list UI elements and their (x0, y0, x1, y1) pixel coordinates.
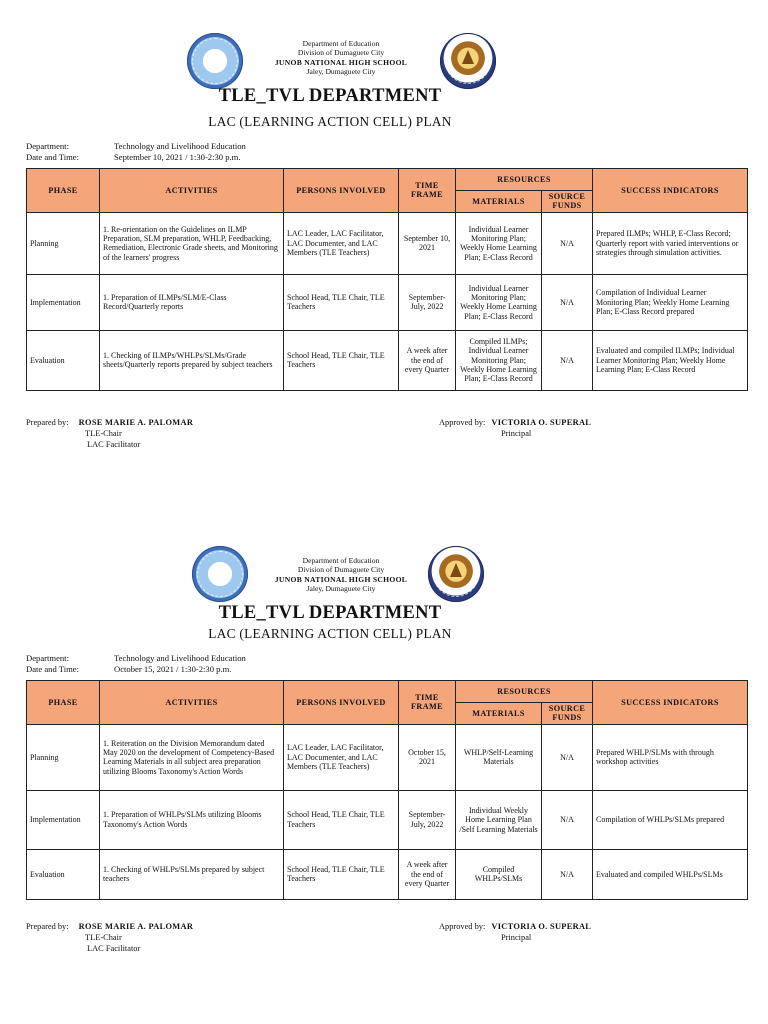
prepared-by-label: Prepared by: (26, 418, 69, 427)
source-funds-cell: N/A (542, 724, 593, 790)
department-label: Department: (26, 653, 69, 663)
agency-line: Division of Dumaguete City (297, 565, 385, 575)
prepared-by-title: LAC Facilitator (87, 440, 141, 449)
division-seal-logo (428, 546, 484, 602)
date-value: October 15, 2021 / 1:30-2:30 p.m. (114, 664, 232, 674)
persons-cell: School Head, TLE Chair, TLE Teachers (284, 274, 399, 330)
col-resources: RESOURCES (456, 681, 593, 703)
school-seal-logo (187, 33, 243, 89)
success-cell: Prepared WHLP/SLMs with through workshop activities (593, 724, 748, 790)
col-activities: ACTIVITIES (100, 681, 284, 725)
success-cell: Evaluated and compiled ILMPs; Individual Learner Monitoring Plan; Weekly Home Learning Plan; E-Class Record (593, 330, 748, 390)
plan-subtitle: LAC (LEARNING ACTION CELL) PLAN (208, 626, 452, 641)
col-time-frame: TIME FRAME (399, 169, 456, 213)
department-value: Technology and Livelihood Education (114, 653, 246, 663)
approved-by-label: Approved by: (439, 418, 486, 427)
col-persons: PERSONS INVOLVED (284, 681, 399, 725)
persons-cell: School Head, TLE Chair, TLE Teachers (284, 790, 399, 849)
school-address: Jaley, Dumaguete City (306, 67, 376, 77)
prepared-by-title: TLE-Chair (85, 429, 122, 438)
department-value: Technology and Livelihood Education (114, 141, 246, 151)
materials-cell: Individual Learner Monitoring Plan; Weekly Home Learning Plan; E-Class Record (456, 212, 542, 274)
table-row (27, 790, 748, 849)
source-funds-cell: N/A (542, 274, 593, 330)
date-value: September 10, 2021 / 1:30-2:30 p.m. (114, 152, 241, 162)
success-cell: Evaluated and compiled WHLPs/SLMs (593, 849, 748, 899)
table-row (27, 212, 748, 274)
activities-cell: 1. Checking of ILMPs/WHLPs/SLMs/Grade sheets/Quarterly reports prepared by subject teachers (100, 330, 284, 390)
prepared-by-label: Prepared by: (26, 922, 69, 931)
time-frame-cell: A week after the end of every Quarter (399, 330, 456, 390)
department-label: Department: (26, 141, 69, 151)
activities-cell: 1. Reiteration on the Division Memorandum dated May 2020 on the development of Competency-Based Learning Materials in all subject area preparation utilizing Blooms Taxonomy's Action Words (100, 724, 284, 790)
approved-by-label: Approved by: (439, 922, 486, 931)
approved-by-title: Principal (501, 429, 532, 438)
department-title: TLE_TVL DEPARTMENT (218, 603, 442, 623)
plan-subtitle: LAC (LEARNING ACTION CELL) PLAN (208, 114, 452, 129)
time-frame-cell: A week after the end of every Quarter (399, 849, 456, 899)
agency-line: Division of Dumaguete City (297, 48, 385, 58)
success-cell: Compilation of Individual Learner Monitoring Plan; Weekly Home Learning Plan; E-Class Record prepared (593, 274, 748, 330)
school-address: Jaley, Dumaguete City (306, 584, 376, 594)
time-frame-cell: September 10, 2021 (399, 212, 456, 274)
source-funds-cell: N/A (542, 790, 593, 849)
activities-cell: 1. Re-orientation on the Guidelines on ILMP Preparation, SLM preparation, WHLP, Feedbacking, Remediation, Electronic Grade sheets, and Monitoring of the learners' progress (100, 212, 284, 274)
approved-by-name: VICTORIA O. SUPERAL (491, 418, 592, 427)
lac-plan-table (26, 680, 748, 900)
col-source-funds: SOURCE FUNDS (542, 191, 593, 213)
approved-by-block (439, 921, 591, 943)
school-name: JUNOB NATIONAL HIGH SCHOOL (274, 57, 408, 67)
col-persons: PERSONS INVOLVED (284, 169, 399, 213)
col-source-funds: SOURCE FUNDS (542, 703, 593, 725)
phase-cell: Implementation (27, 274, 100, 330)
phase-cell: Planning (27, 724, 100, 790)
source-funds-cell: N/A (542, 212, 593, 274)
col-time-frame: TIME FRAME (399, 681, 456, 725)
source-funds-cell: N/A (542, 849, 593, 899)
division-seal-logo (440, 33, 496, 89)
time-frame-cell: September-July, 2022 (399, 274, 456, 330)
agency-block (246, 39, 436, 77)
materials-cell: Compiled ILMPs; Individual Learner Monitoring Plan; Weekly Home Learning Plan; E-Class Record (456, 330, 542, 390)
materials-cell: WHLP/Self-Learning Materials (456, 724, 542, 790)
col-activities: ACTIVITIES (100, 169, 284, 213)
agency-line: Department of Education (302, 556, 380, 565)
persons-cell: LAC Leader, LAC Facilitator, LAC Documenter, and LAC Members (TLE Teachers) (284, 212, 399, 274)
prepared-by-block (26, 921, 193, 954)
table-row (27, 849, 748, 899)
success-cell: Prepared ILMPs; WHLP, E-Class Record; Quarterly report with varied interventions or strategies through simulation activities. (593, 212, 748, 274)
activities-cell: 1. Preparation of ILMPs/SLM/E-Class Record/Quarterly reports (100, 274, 284, 330)
date-label: Date and Time: (26, 664, 79, 674)
agency-line: Department of Education (302, 39, 380, 48)
col-resources: RESOURCES (456, 169, 593, 191)
col-materials: MATERIALS (456, 703, 542, 725)
time-frame-cell: October 15, 2021 (399, 724, 456, 790)
prepared-by-title: TLE-Chair (85, 933, 122, 942)
table-row (27, 274, 748, 330)
source-funds-cell: N/A (542, 330, 593, 390)
prepared-by-title: LAC Facilitator (87, 944, 141, 953)
persons-cell: School Head, TLE Chair, TLE Teachers (284, 849, 399, 899)
table-row (27, 330, 748, 390)
prepared-by-block (26, 417, 193, 450)
lac-plan-2 (0, 543, 768, 973)
school-seal-logo (192, 546, 248, 602)
lac-plan-table (26, 168, 748, 391)
col-materials: MATERIALS (456, 191, 542, 213)
approved-by-title: Principal (501, 933, 532, 942)
col-success: SUCCESS INDICATORS (593, 169, 748, 213)
phase-cell: Evaluation (27, 330, 100, 390)
phase-cell: Planning (27, 212, 100, 274)
success-cell: Compilation of WHLPs/SLMs prepared (593, 790, 748, 849)
materials-cell: Compiled WHLPs/SLMs (456, 849, 542, 899)
materials-cell: Individual Weekly Home Learning Plan /Self Learning Materials (456, 790, 542, 849)
activities-cell: 1. Preparation of WHLPs/SLMs utilizing Blooms Taxonomy's Action Words (100, 790, 284, 849)
col-phase: PHASE (27, 169, 100, 213)
time-frame-cell: September-July, 2022 (399, 790, 456, 849)
approved-by-block (439, 417, 591, 439)
col-success: SUCCESS INDICATORS (593, 681, 748, 725)
prepared-by-name: ROSE MARIE A. PALOMAR (78, 922, 194, 931)
persons-cell: LAC Leader, LAC Facilitator, LAC Documenter, and LAC Members (TLE Teachers) (284, 724, 399, 790)
activities-cell: 1. Checking of WHLPs/SLMs prepared by subject teachers (100, 849, 284, 899)
department-title: TLE_TVL DEPARTMENT (218, 86, 442, 106)
approved-by-name: VICTORIA O. SUPERAL (491, 922, 592, 931)
phase-cell: Evaluation (27, 849, 100, 899)
phase-cell: Implementation (27, 790, 100, 849)
col-phase: PHASE (27, 681, 100, 725)
lac-plan-1 (0, 30, 768, 460)
prepared-by-name: ROSE MARIE A. PALOMAR (78, 418, 194, 427)
school-name: JUNOB NATIONAL HIGH SCHOOL (274, 574, 408, 584)
agency-block (246, 556, 436, 594)
table-row (27, 724, 748, 790)
materials-cell: Individual Learner Monitoring Plan; Weekly Home Learning Plan; E-Class Record (456, 274, 542, 330)
persons-cell: School Head, TLE Chair, TLE Teachers (284, 330, 399, 390)
date-label: Date and Time: (26, 152, 79, 162)
